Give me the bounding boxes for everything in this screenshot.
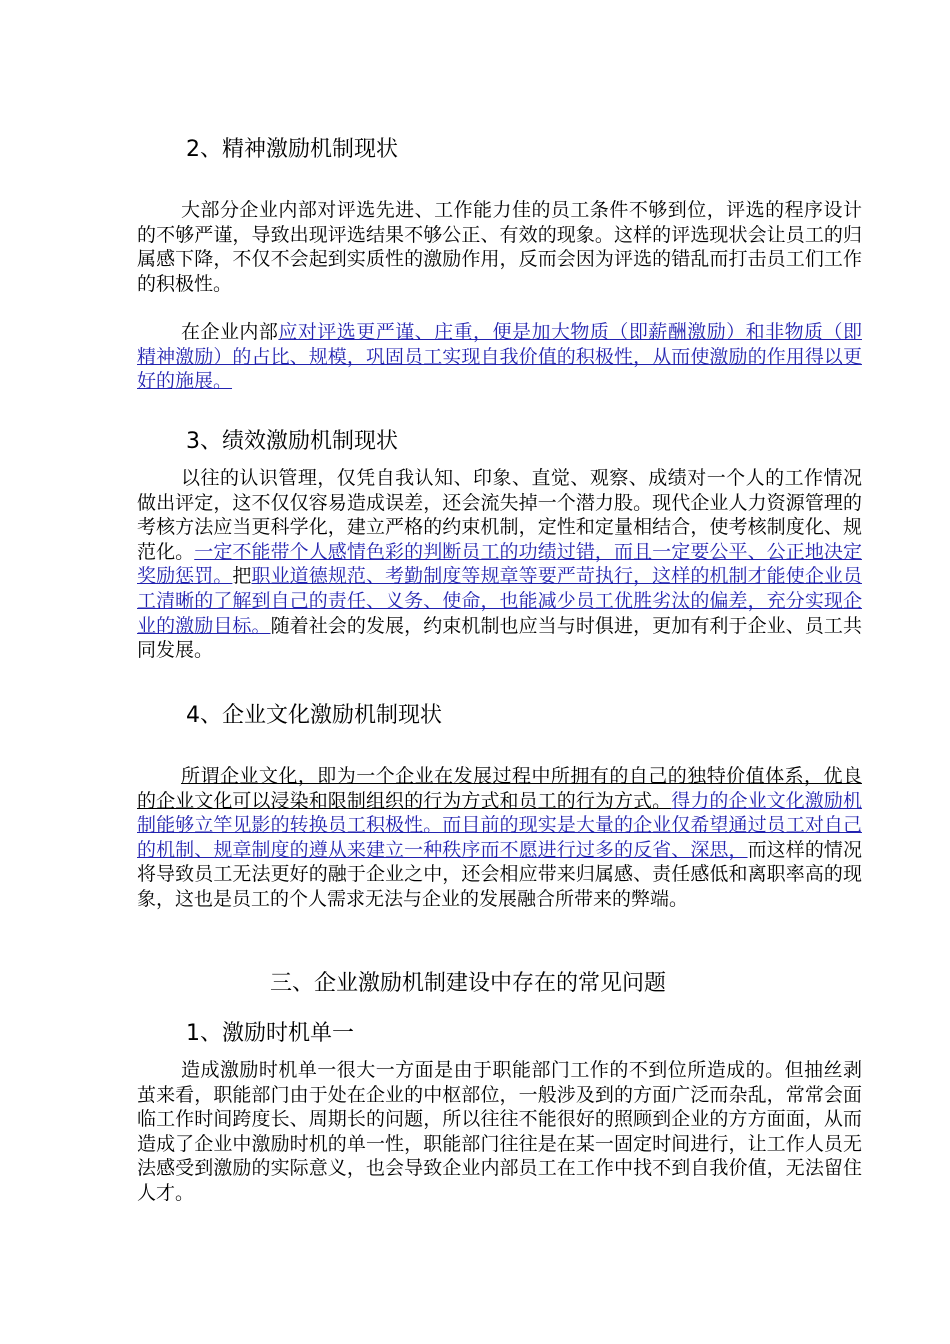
section-4-underlined-text: 所谓企业文化，即为一个企业在发展过程中所拥有的自己的独特价值体系，优良的企业文化可以浸染和限制组织的行为方式和员工的行为方式。 — [137, 765, 862, 812]
section-4-text: 而这样的情况将导致员工无法更好的融于企业之中，还会相应带来归属感、责任感低和离职率高的现象，这也是员工的个人需求无法与企业的发展融合所带来的弊端。 — [137, 838, 862, 910]
section-3-1-heading: 1、激励时机单一 — [186, 1021, 354, 1046]
section-4-link[interactable]: 得力的企业文化激励机制能够立竿见影的转换员工积极性。而目前的现实是大量的企业仅希望通过员工对自己的机制、规章制度的遵从来建立一种秩序而不愿进行过多的反省、深思， — [137, 789, 862, 861]
section-3-link-1[interactable]: 一定不能带个人感情色彩的判断员工的功绩过错，而且一定要公平、公正地决定奖励惩罚。 — [137, 540, 862, 588]
section-2-heading: 2、精神激励机制现状 — [186, 137, 398, 162]
chapter-3-heading: 三、企业激励机制建设中存在的常见问题 — [270, 971, 667, 996]
section-4-paragraph — [137, 764, 862, 912]
section-3-text-1: 以往的认识管理，仅凭自我认知、印象、直觉、观察、成绩对一个人的工作情况做出评定，这不仅仅容易造成误差，还会流失掉一个潜力股。现代企业人力资源管理的考核方法应当更科学化，建立严格的约束机制，定性和定量相结合，使考核制度化、规范化。 — [137, 467, 862, 563]
section-3-text-3: 随着社会的发展，约束机制也应当与时俱进，更加有利于企业、员工共同发展。 — [137, 614, 862, 662]
section-2-p2-link[interactable]: 应对评选更严谨、庄重，便是加大物质（即薪酬激励）和非物质（即精神激励）的占比、规模，巩固员工实现自我价值的积极性，从而使激励的作用得以更好的施展。 — [137, 321, 862, 393]
section-3-1-paragraph: 造成激励时机单一很大一方面是由于职能部门工作的不到位所造成的。但抽丝剥茧来看，职能部门由于处在企业的中枢部位，一般涉及到的方面广泛而杂乱，常常会面临工作时间跨度长、周期长的问题，所以往往不能很好的照顾到企业的方方面面，从而造成了企业中激励时机的单一性，职能部门往往是在某一固定时间进行，让工作人员无法感受到激励的实际意义，也会导致企业内部员工在工作中找不到自我价值，无法留住人才。 — [137, 1059, 862, 1204]
section-2-p2-text: 在企业内部 — [181, 321, 279, 343]
section-3-heading: 3、绩效激励机制现状 — [186, 429, 398, 454]
section-2-paragraph-2 — [137, 320, 862, 394]
section-2-paragraph-1: 大部分企业内部对评选先进、工作能力佳的员工条件不够到位，评选的程序设计的不够严谨，导致出现评选结果不够公正、有效的现象。这样的评选现状会让员工的归属感下降，不仅不会起到实质性的激励作用，反而会因为评选的错乱而打击员工们工作的积极性。 — [137, 199, 862, 295]
section-3-paragraph — [137, 466, 862, 663]
section-3-text-2: 把 — [232, 565, 252, 588]
section-3-link-2[interactable]: 职业道德规范、考勤制度等规章等要严苛执行，这样的机制才能使企业员工清晰的了解到自己的责任、义务、使命，也能减少员工优胜劣汰的偏差，充分实现企业的激励目标。 — [137, 565, 862, 637]
section-4-heading: 4、企业文化激励机制现状 — [186, 703, 442, 728]
